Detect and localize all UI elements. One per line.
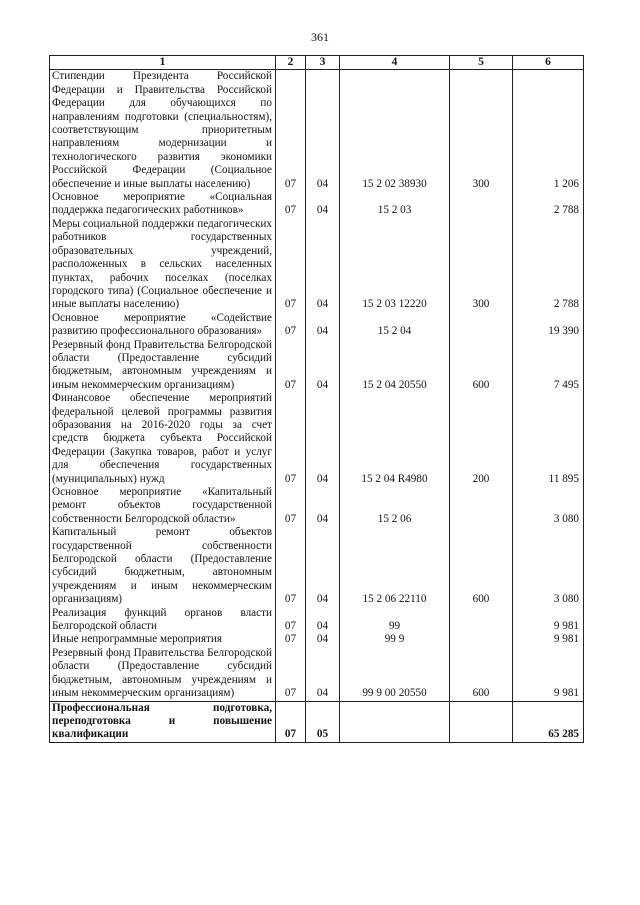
row-expense-type: 600 — [450, 647, 513, 701]
row-target-article: 15 2 04 R4980 — [340, 392, 450, 486]
row-sum: 2 788 — [513, 191, 584, 218]
row-subsection: 04 — [306, 647, 340, 701]
row-target-article: 99 9 — [340, 633, 450, 646]
table-body — [50, 70, 584, 742]
row-subsection: 04 — [306, 486, 340, 526]
row-subsection: 04 — [306, 191, 340, 218]
row-expense-type — [450, 701, 513, 742]
row-expense-type — [450, 633, 513, 646]
row-expense-type: 300 — [450, 70, 513, 191]
column-header-sum: 6 — [513, 56, 584, 70]
column-header-name: 1 — [50, 56, 276, 70]
row-target-article — [340, 701, 450, 742]
row-target-article: 15 2 04 20550 — [340, 339, 450, 393]
row-expense-type — [450, 607, 513, 634]
table-row — [50, 339, 584, 393]
page-number: 361 — [311, 30, 329, 44]
row-name: Резервный фонд Правительства Белгородской области (Предоставление субсидий бюджетным, автономным учреждениям и иным некоммерческим организациям) — [50, 647, 276, 701]
row-sum: 1 206 — [513, 70, 584, 191]
row-name: Иные непрограммные мероприятия — [50, 633, 276, 646]
row-target-article: 99 9 00 20550 — [340, 647, 450, 701]
budget-table — [49, 55, 584, 743]
row-section: 07 — [276, 312, 306, 339]
row-expense-type: 600 — [450, 526, 513, 606]
row-name: Основное мероприятие «Содействие развитию профессионального образования» — [50, 312, 276, 339]
row-sum: 7 495 — [513, 339, 584, 393]
column-header-expense-type: 5 — [450, 56, 513, 70]
row-expense-type: 300 — [450, 218, 513, 312]
row-target-article: 15 2 06 — [340, 486, 450, 526]
row-target-article: 15 2 03 — [340, 191, 450, 218]
row-target-article: 99 — [340, 607, 450, 634]
row-name: Капитальный ремонт объектов государственной собственности Белгородской области (Предоставление субсидий бюджетным, автономным учреждениям и иным некоммерческим организациям) — [50, 526, 276, 606]
row-section: 07 — [276, 701, 306, 742]
row-subsection: 04 — [306, 339, 340, 393]
row-name: Финансовое обеспечение мероприятий федеральной целевой программы развития образования на 2016-2020 годы за счет средств бюджета субъекта Российской Федерации (Закупка товаров, работ и услуг для обеспечения государственных (муниципальных) нужд — [50, 392, 276, 486]
column-header-subsection: 3 — [306, 56, 340, 70]
header-row — [50, 56, 584, 70]
row-section: 07 — [276, 486, 306, 526]
row-subsection: 04 — [306, 218, 340, 312]
row-expense-type — [450, 486, 513, 526]
row-name: Стипендии Президента Российской Федерации и Правительства Российской Федерации для обучающихся по направлениям подготовки (специальностям), соответствующим приоритетным направлениям модернизации и технологического развития экономики Российской Федерации (Социальное обеспечение и иные выплаты населению) — [50, 70, 276, 191]
row-section: 07 — [276, 526, 306, 606]
column-header-target-article: 4 — [340, 56, 450, 70]
row-section: 07 — [276, 392, 306, 486]
row-target-article: 15 2 04 — [340, 312, 450, 339]
row-name: Резервный фонд Правительства Белгородской области (Предоставление субсидий бюджетным, автономным учреждениям и иным некоммерческим организациям) — [50, 339, 276, 393]
table-header — [50, 56, 584, 70]
row-section: 07 — [276, 70, 306, 191]
table-row — [50, 191, 584, 218]
row-expense-type: 600 — [450, 339, 513, 393]
table-row — [50, 70, 584, 191]
row-name: Меры социальной поддержки педагогических работников государственных образовательных учреждений, расположенных в сельских населенных пунктах, рабочих поселках (поселках городского типа) (Социальное обеспечение и иные выплаты населению) — [50, 218, 276, 312]
table-row — [50, 526, 584, 606]
row-section: 07 — [276, 607, 306, 634]
table-row — [50, 633, 584, 646]
row-sum: 3 080 — [513, 526, 584, 606]
column-header-section: 2 — [276, 56, 306, 70]
table-row — [50, 486, 584, 526]
table-row — [50, 218, 584, 312]
row-subsection: 04 — [306, 392, 340, 486]
row-subsection: 05 — [306, 701, 340, 742]
row-subsection: 04 — [306, 607, 340, 634]
table-row — [50, 312, 584, 339]
row-name: Профессиональная подготовка, переподготовка и повышение квалификации — [50, 701, 276, 742]
row-expense-type — [450, 191, 513, 218]
row-name: Основное мероприятие «Капитальный ремонт объектов государственной собственности Белгородской области» — [50, 486, 276, 526]
row-section: 07 — [276, 191, 306, 218]
row-sum: 11 895 — [513, 392, 584, 486]
table-row-total — [50, 701, 584, 742]
row-section: 07 — [276, 339, 306, 393]
row-target-article: 15 2 02 38930 — [340, 70, 450, 191]
row-target-article: 15 2 06 22110 — [340, 526, 450, 606]
row-sum: 3 080 — [513, 486, 584, 526]
row-section: 07 — [276, 647, 306, 701]
row-subsection: 04 — [306, 633, 340, 646]
row-expense-type — [450, 312, 513, 339]
row-subsection: 04 — [306, 312, 340, 339]
row-name: Основное мероприятие «Социальная поддержка педагогических работников» — [50, 191, 276, 218]
row-expense-type: 200 — [450, 392, 513, 486]
row-sum: 65 285 — [513, 701, 584, 742]
row-subsection: 04 — [306, 70, 340, 191]
table-row — [50, 392, 584, 486]
row-target-article: 15 2 03 12220 — [340, 218, 450, 312]
row-section: 07 — [276, 218, 306, 312]
row-sum: 9 981 — [513, 607, 584, 634]
table-row — [50, 607, 584, 634]
row-sum: 2 788 — [513, 218, 584, 312]
row-subsection: 04 — [306, 526, 340, 606]
row-sum: 19 390 — [513, 312, 584, 339]
row-sum: 9 981 — [513, 647, 584, 701]
table-row — [50, 647, 584, 701]
row-section: 07 — [276, 633, 306, 646]
row-sum: 9 981 — [513, 633, 584, 646]
row-name: Реализация функций органов власти Белгородской области — [50, 607, 276, 634]
